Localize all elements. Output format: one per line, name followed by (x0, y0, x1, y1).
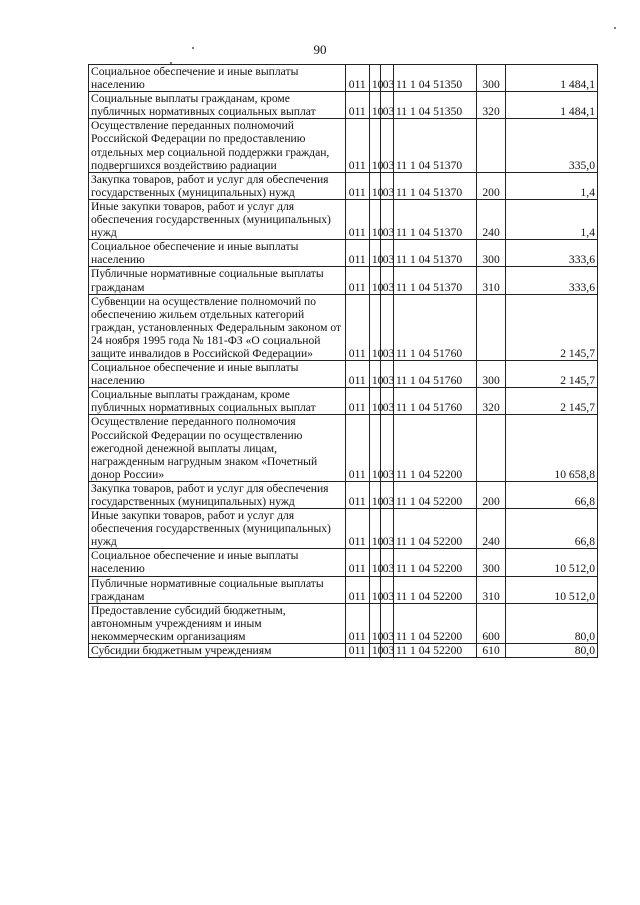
target-article-cell: 11 1 04 51760 (393, 294, 476, 360)
amount-cell: 2 145,7 (505, 294, 597, 360)
amount-cell: 80,0 (505, 644, 597, 658)
scan-speck (614, 27, 616, 29)
scan-speck (192, 47, 194, 49)
target-article-cell: 11 1 04 52200 (393, 644, 476, 658)
row-name-cell: Социальное обеспечение и иные выплаты населению (89, 240, 346, 267)
section-code-cell: 10 (369, 267, 380, 294)
amount-cell: 2 145,7 (505, 361, 597, 388)
section-code-cell: 10 (369, 576, 380, 603)
row-name-cell: Осуществление переданных полномочий Российской Федерации по предоставлению отдельных мер социальной поддержки граждан, подвергшихся воздействию радиации (89, 119, 346, 172)
section-code-cell: 10 (369, 361, 380, 388)
section-code-cell: 10 (369, 644, 380, 658)
subsection-code-cell: 03 (380, 388, 393, 415)
expense-type-cell: 240 (477, 199, 506, 239)
grbs-code-cell: 011 (345, 481, 369, 508)
row-name-cell: Социальное обеспечение и иные выплаты населению (89, 65, 346, 92)
subsection-code-cell: 03 (380, 92, 393, 119)
row-name-cell: Иные закупки товаров, работ и услуг для обеспечения государственных (муниципальных) нужд (89, 509, 346, 549)
section-code-cell: 10 (369, 481, 380, 508)
expense-type-cell (477, 294, 506, 360)
expense-type-cell: 200 (477, 481, 506, 508)
grbs-code-cell: 011 (345, 294, 369, 360)
amount-cell: 1 484,1 (505, 92, 597, 119)
target-article-cell: 11 1 04 51350 (393, 65, 476, 92)
expense-type-cell: 300 (477, 361, 506, 388)
amount-cell: 66,8 (505, 481, 597, 508)
subsection-code-cell: 03 (380, 172, 393, 199)
section-code-cell: 10 (369, 92, 380, 119)
target-article-cell: 11 1 04 51370 (393, 240, 476, 267)
grbs-code-cell: 011 (345, 240, 369, 267)
target-article-cell: 11 1 04 52200 (393, 415, 476, 481)
target-article-cell: 11 1 04 51760 (393, 388, 476, 415)
expense-type-cell (477, 415, 506, 481)
budget-table-body (89, 65, 598, 658)
target-article-cell: 11 1 04 52200 (393, 509, 476, 549)
amount-cell: 10 512,0 (505, 576, 597, 603)
grbs-code-cell: 011 (345, 388, 369, 415)
amount-cell: 333,6 (505, 240, 597, 267)
target-article-cell: 11 1 04 52200 (393, 549, 476, 576)
grbs-code-cell: 011 (345, 415, 369, 481)
grbs-code-cell: 011 (345, 199, 369, 239)
target-article-cell: 11 1 04 51370 (393, 199, 476, 239)
table-row (89, 240, 598, 267)
subsection-code-cell: 03 (380, 361, 393, 388)
expense-type-cell: 300 (477, 65, 506, 92)
expense-type-cell: 320 (477, 388, 506, 415)
section-code-cell: 10 (369, 509, 380, 549)
row-name-cell: Публичные нормативные социальные выплаты гражданам (89, 576, 346, 603)
section-code-cell: 10 (369, 603, 380, 643)
subsection-code-cell: 03 (380, 549, 393, 576)
grbs-code-cell: 011 (345, 361, 369, 388)
subsection-code-cell: 03 (380, 415, 393, 481)
row-name-cell: Социальные выплаты гражданам, кроме публичных нормативных социальных выплат (89, 92, 346, 119)
grbs-code-cell: 011 (345, 576, 369, 603)
grbs-code-cell: 011 (345, 549, 369, 576)
row-name-cell: Социальные выплаты гражданам, кроме публичных нормативных социальных выплат (89, 388, 346, 415)
row-name-cell: Субсидии бюджетным учреждениям (89, 644, 346, 658)
table-row (89, 294, 598, 360)
section-code-cell: 10 (369, 294, 380, 360)
expense-type-cell: 320 (477, 92, 506, 119)
amount-cell: 333,6 (505, 267, 597, 294)
section-code-cell: 10 (369, 415, 380, 481)
grbs-code-cell: 011 (345, 644, 369, 658)
table-row (89, 172, 598, 199)
row-name-cell: Иные закупки товаров, работ и услуг для обеспечения государственных (муниципальных) нужд (89, 199, 346, 239)
row-name-cell: Осуществление переданного полномочия Российской Федерации по осуществлению ежегодной денежной выплаты лицам, награжденным нагрудным знаком «Почетный донор России» (89, 415, 346, 481)
subsection-code-cell: 03 (380, 119, 393, 172)
table-row (89, 509, 598, 549)
row-name-cell: Закупка товаров, работ и услуг для обеспечения государственных (муниципальных) нужд (89, 481, 346, 508)
row-name-cell: Предоставление субсидий бюджетным, автономным учреждениям и иным некоммерческим организациям (89, 603, 346, 643)
row-name-cell: Публичные нормативные социальные выплаты гражданам (89, 267, 346, 294)
subsection-code-cell: 03 (380, 267, 393, 294)
section-code-cell: 10 (369, 119, 380, 172)
expense-type-cell: 610 (477, 644, 506, 658)
target-article-cell: 11 1 04 52200 (393, 603, 476, 643)
row-name-cell: Субвенции на осуществление полномочий по обеспечению жильем отдельных категорий граждан, установленных Федеральным законом от 24 ноября 1995 года № 181-ФЗ «О социальной защите инвалидов в Российской Федерации» (89, 294, 346, 360)
section-code-cell: 10 (369, 172, 380, 199)
target-article-cell: 11 1 04 52200 (393, 481, 476, 508)
target-article-cell: 11 1 04 51370 (393, 172, 476, 199)
target-article-cell: 11 1 04 51370 (393, 119, 476, 172)
amount-cell: 2 145,7 (505, 388, 597, 415)
amount-cell: 1 484,1 (505, 65, 597, 92)
target-article-cell: 11 1 04 51760 (393, 361, 476, 388)
amount-cell: 80,0 (505, 603, 597, 643)
table-row (89, 267, 598, 294)
amount-cell: 1,4 (505, 199, 597, 239)
table-row (89, 361, 598, 388)
expense-type-cell: 300 (477, 240, 506, 267)
expense-type-cell: 200 (477, 172, 506, 199)
row-name-cell: Закупка товаров, работ и услуг для обеспечения государственных (муниципальных) нужд (89, 172, 346, 199)
amount-cell: 66,8 (505, 509, 597, 549)
subsection-code-cell: 03 (380, 481, 393, 508)
grbs-code-cell: 011 (345, 603, 369, 643)
expense-type-cell: 600 (477, 603, 506, 643)
grbs-code-cell: 011 (345, 119, 369, 172)
table-row (89, 576, 598, 603)
section-code-cell: 10 (369, 388, 380, 415)
expense-type-cell: 240 (477, 509, 506, 549)
expense-type-cell (477, 119, 506, 172)
amount-cell: 10 658,8 (505, 415, 597, 481)
section-code-cell: 10 (369, 549, 380, 576)
grbs-code-cell: 011 (345, 65, 369, 92)
table-row (89, 65, 598, 92)
section-code-cell: 10 (369, 65, 380, 92)
section-code-cell: 10 (369, 240, 380, 267)
expense-type-cell: 310 (477, 267, 506, 294)
table-row (89, 199, 598, 239)
grbs-code-cell: 011 (345, 172, 369, 199)
amount-cell: 10 512,0 (505, 549, 597, 576)
subsection-code-cell: 03 (380, 65, 393, 92)
table-row (89, 644, 598, 658)
grbs-code-cell: 011 (345, 509, 369, 549)
page-number: 90 (313, 42, 327, 57)
row-name-cell: Социальное обеспечение и иные выплаты населению (89, 361, 346, 388)
grbs-code-cell: 011 (345, 92, 369, 119)
section-code-cell: 10 (369, 199, 380, 239)
subsection-code-cell: 03 (380, 294, 393, 360)
target-article-cell: 11 1 04 51350 (393, 92, 476, 119)
table-row (89, 119, 598, 172)
subsection-code-cell: 03 (380, 199, 393, 239)
grbs-code-cell: 011 (345, 267, 369, 294)
target-article-cell: 11 1 04 51370 (393, 267, 476, 294)
subsection-code-cell: 03 (380, 240, 393, 267)
subsection-code-cell: 03 (380, 603, 393, 643)
target-article-cell: 11 1 04 52200 (393, 576, 476, 603)
row-name-cell: Социальное обеспечение и иные выплаты населению (89, 549, 346, 576)
subsection-code-cell: 03 (380, 576, 393, 603)
amount-cell: 1,4 (505, 172, 597, 199)
table-row (89, 603, 598, 643)
budget-table (88, 64, 598, 658)
subsection-code-cell: 03 (380, 509, 393, 549)
subsection-code-cell: 03 (380, 644, 393, 658)
expense-type-cell: 300 (477, 549, 506, 576)
table-row (89, 92, 598, 119)
table-row (89, 549, 598, 576)
table-row (89, 415, 598, 481)
expense-type-cell: 310 (477, 576, 506, 603)
table-row (89, 388, 598, 415)
table-row (89, 481, 598, 508)
amount-cell: 335,0 (505, 119, 597, 172)
